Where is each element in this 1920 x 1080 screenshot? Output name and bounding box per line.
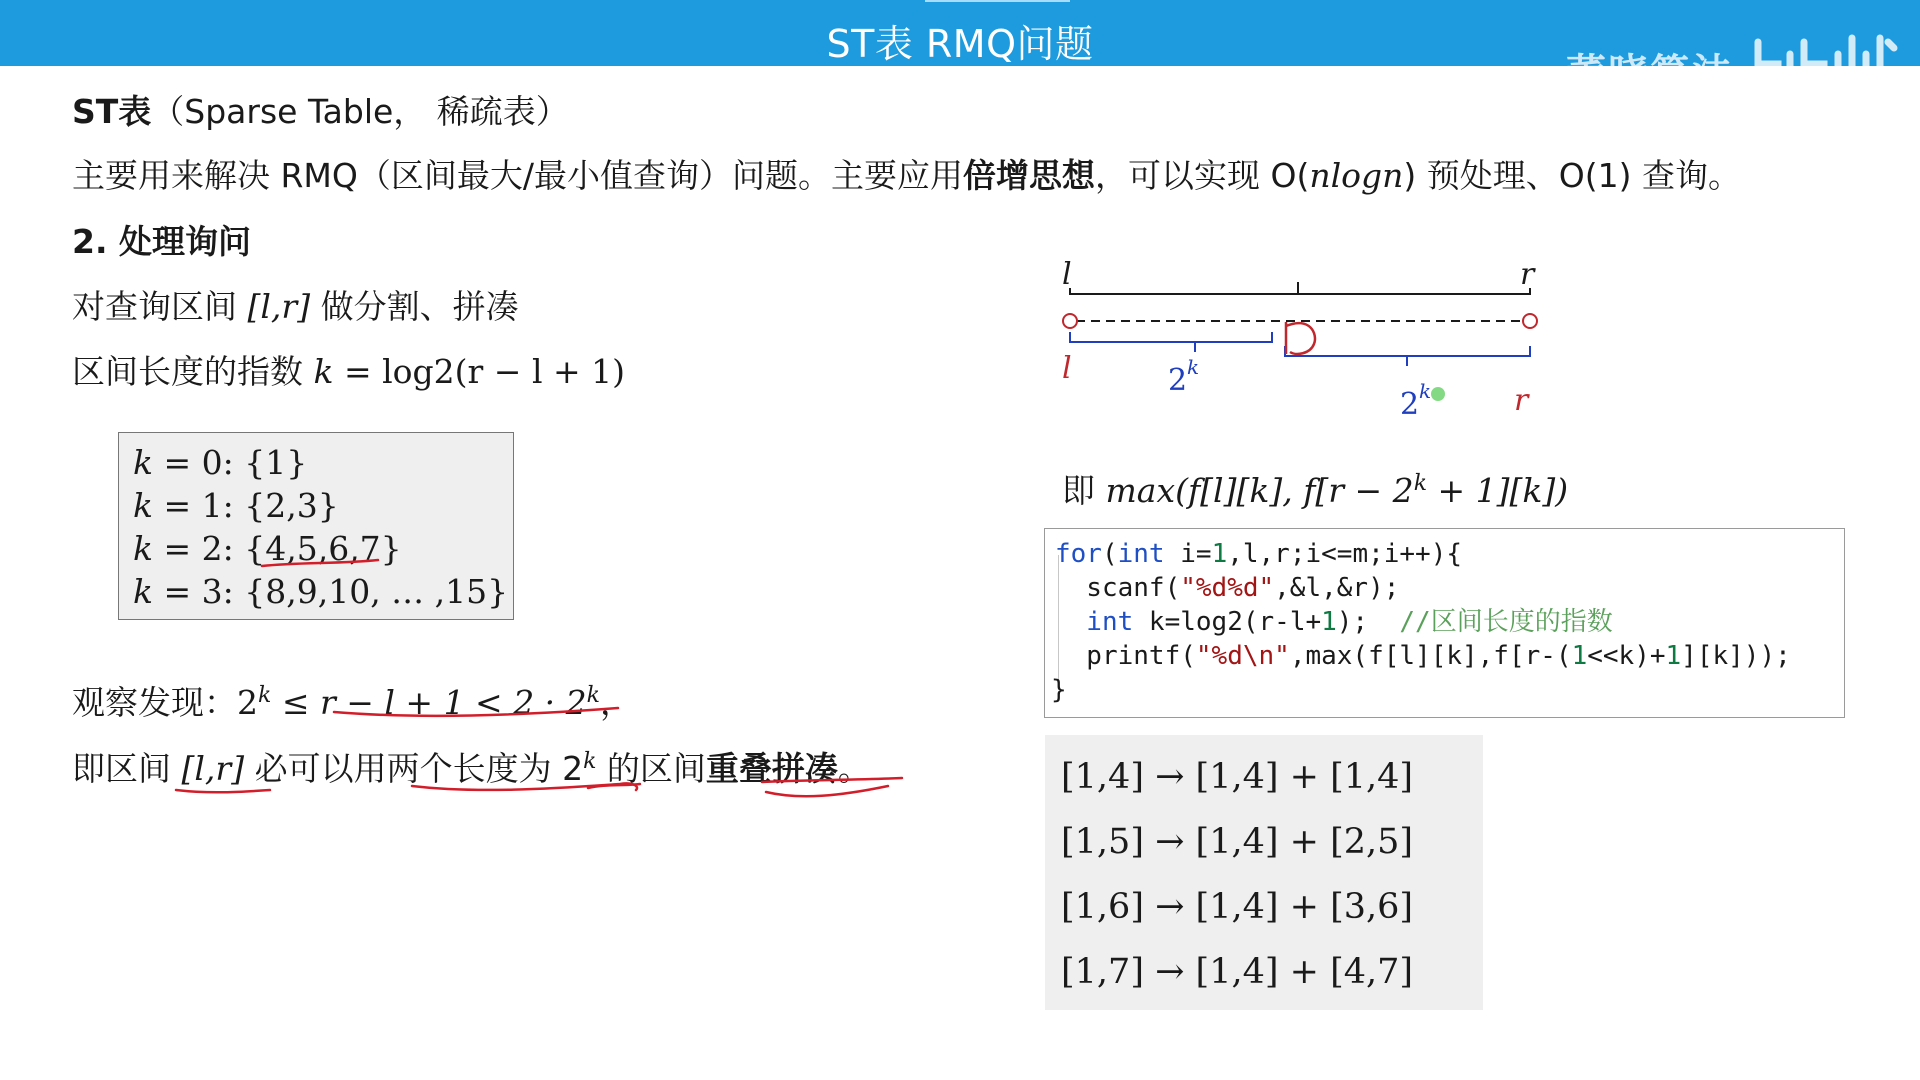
k-row bbox=[133, 572, 508, 612]
exponent-line bbox=[72, 352, 625, 392]
k-row bbox=[133, 443, 307, 483]
code-line bbox=[1051, 673, 1067, 707]
overlap-mark bbox=[1286, 322, 1315, 354]
split-text-a: 对查询区间 bbox=[72, 287, 248, 326]
page-title: ST表 RMQ问题 bbox=[826, 22, 1094, 66]
split-text-b: 做分割、拼凑 bbox=[310, 287, 519, 326]
observe-math-b: ≤ r − l + 1 < 2 · 2 bbox=[271, 683, 587, 722]
code-text: ,&l,&r); bbox=[1274, 573, 1400, 603]
formula-tail: + 1][k]) bbox=[1427, 471, 1569, 510]
k-values-box bbox=[118, 432, 514, 620]
formula-body: max(f[l][k], f[r − 2 bbox=[1105, 471, 1414, 510]
concl-c: 两个长度为 2 bbox=[386, 749, 584, 788]
code-keyword: int bbox=[1055, 607, 1134, 637]
code-text: ( bbox=[1101, 539, 1118, 569]
left-endpoint bbox=[1063, 314, 1077, 328]
code-line bbox=[1055, 639, 1791, 673]
k-symbol: k bbox=[133, 529, 153, 568]
exp-k: k bbox=[313, 352, 334, 391]
example-row: [1,5] → [1,4] + [2,5] bbox=[1061, 822, 1414, 862]
observe-math-a: 2 bbox=[237, 683, 258, 722]
concl-bold: 重叠拼凑 bbox=[705, 749, 838, 788]
concl-end: 。 bbox=[837, 749, 871, 788]
k-row-value: = 2: {4,5,6,7} bbox=[153, 529, 402, 568]
concl-sup: k bbox=[583, 749, 597, 774]
code-block bbox=[1044, 528, 1845, 718]
code-string: "%d%d" bbox=[1180, 573, 1275, 603]
desc-part-b: ，可以实现 O( bbox=[1094, 156, 1310, 195]
code-text: ][k])); bbox=[1681, 641, 1791, 671]
exp-formula: = log2(r − l + 1) bbox=[333, 352, 626, 391]
code-text: printf( bbox=[1055, 641, 1196, 671]
query-formula bbox=[1062, 464, 1568, 511]
watermark-text: 董晓算法 bbox=[1566, 51, 1734, 97]
code-keyword: int bbox=[1117, 539, 1165, 569]
cursor-dot bbox=[1431, 387, 1445, 401]
code-line bbox=[1055, 571, 1399, 605]
split-line bbox=[72, 287, 519, 327]
desc-part-c: ) 预处理、O(1) 查询。 bbox=[1403, 156, 1741, 195]
code-text: i= bbox=[1164, 539, 1212, 569]
watermark bbox=[1566, 36, 1898, 96]
concl-d: 的区间 bbox=[596, 749, 706, 788]
k-row bbox=[133, 486, 339, 526]
heading-bold: ST表 bbox=[72, 92, 152, 131]
k-symbol: k bbox=[133, 486, 153, 525]
code-text: k=log2(r-l+ bbox=[1133, 607, 1322, 637]
label-l-bottom: l bbox=[1062, 351, 1072, 386]
desc-nlogn: nlogn bbox=[1309, 156, 1404, 195]
code-number: 1 bbox=[1571, 641, 1588, 671]
code-number: 1 bbox=[1321, 607, 1337, 637]
formula-sup: k bbox=[1413, 471, 1428, 496]
heading-rest: （Sparse Table， 稀疏表） bbox=[151, 92, 569, 131]
desc-bold: 倍增思想 bbox=[962, 156, 1095, 195]
k-symbol: k bbox=[133, 443, 153, 482]
code-text: ); bbox=[1336, 607, 1400, 637]
right-endpoint bbox=[1523, 314, 1537, 328]
k-row bbox=[133, 529, 402, 569]
observe-sup: k bbox=[258, 683, 272, 708]
description bbox=[72, 156, 1741, 196]
code-text: ,l,r;i<=m;i++){ bbox=[1227, 539, 1463, 569]
k-row-value: = 1: {2,3} bbox=[153, 486, 339, 525]
example-row: [1,4] → [1,4] + [1,4] bbox=[1061, 757, 1414, 797]
underline-lr bbox=[176, 790, 270, 792]
code-text: ,max(f[l][k],f[r-( bbox=[1289, 641, 1572, 671]
example-row: [1,7] → [1,4] + [4,7] bbox=[1061, 952, 1414, 992]
code-number: 1 bbox=[1665, 641, 1682, 671]
section-title: 2. 处理询问 bbox=[72, 222, 251, 261]
label-left-length: 2 bbox=[1168, 363, 1188, 398]
code-number: 1 bbox=[1211, 539, 1228, 569]
concl-math: [l,r] bbox=[181, 749, 245, 788]
label-l-top: l bbox=[1062, 257, 1072, 292]
conclusion-line bbox=[72, 742, 871, 789]
code-text: scanf( bbox=[1055, 573, 1181, 603]
examples-panel bbox=[1045, 735, 1483, 1010]
formula-prefix: 即 bbox=[1062, 471, 1106, 510]
top-bracket bbox=[1070, 288, 1530, 294]
k-row-value: = 3: {8,9,10, … ,15} bbox=[153, 572, 509, 611]
exp-text: 区间长度的指数 bbox=[72, 352, 314, 391]
label-right-length: 2 bbox=[1400, 387, 1420, 422]
bilibili-logo-icon bbox=[1748, 34, 1898, 96]
code-line bbox=[1055, 537, 1462, 571]
label-r-top: r bbox=[1520, 257, 1535, 292]
observation-line bbox=[72, 676, 633, 723]
concl-a: 即区间 bbox=[72, 749, 182, 788]
example-row: [1,6] → [1,4] + [3,6] bbox=[1061, 887, 1414, 927]
label-right-length-sup: k bbox=[1419, 379, 1432, 403]
split-math: [l,r] bbox=[247, 287, 311, 326]
title-bar-accent bbox=[925, 0, 1070, 2]
concl-b: 必可以用 bbox=[244, 749, 387, 788]
interval-diagram bbox=[1040, 250, 1580, 440]
label-left-length-sup: k bbox=[1187, 355, 1200, 379]
label-r-bottom: r bbox=[1514, 383, 1529, 418]
code-comment: //区间长度的指数 bbox=[1399, 607, 1613, 637]
right-blue-bracket bbox=[1285, 346, 1530, 356]
observe-label: 观察发现： bbox=[72, 683, 237, 722]
code-keyword: for bbox=[1055, 539, 1102, 569]
k-symbol: k bbox=[133, 572, 153, 611]
desc-part-a: 主要用来解决 RMQ（区间最大/最小值查询）问题。主要应用 bbox=[72, 156, 963, 195]
observe-tail: ， bbox=[600, 683, 633, 722]
heading bbox=[72, 92, 569, 132]
k-row-value: = 0: {1} bbox=[153, 443, 308, 482]
code-text: } bbox=[1051, 675, 1067, 705]
code-text: <<k)+ bbox=[1587, 641, 1666, 671]
observe-sup2: k bbox=[586, 683, 600, 708]
title-bar bbox=[0, 0, 1920, 97]
code-line bbox=[1055, 605, 1613, 639]
code-string: "%d\n" bbox=[1195, 641, 1290, 671]
left-blue-bracket bbox=[1070, 332, 1272, 342]
